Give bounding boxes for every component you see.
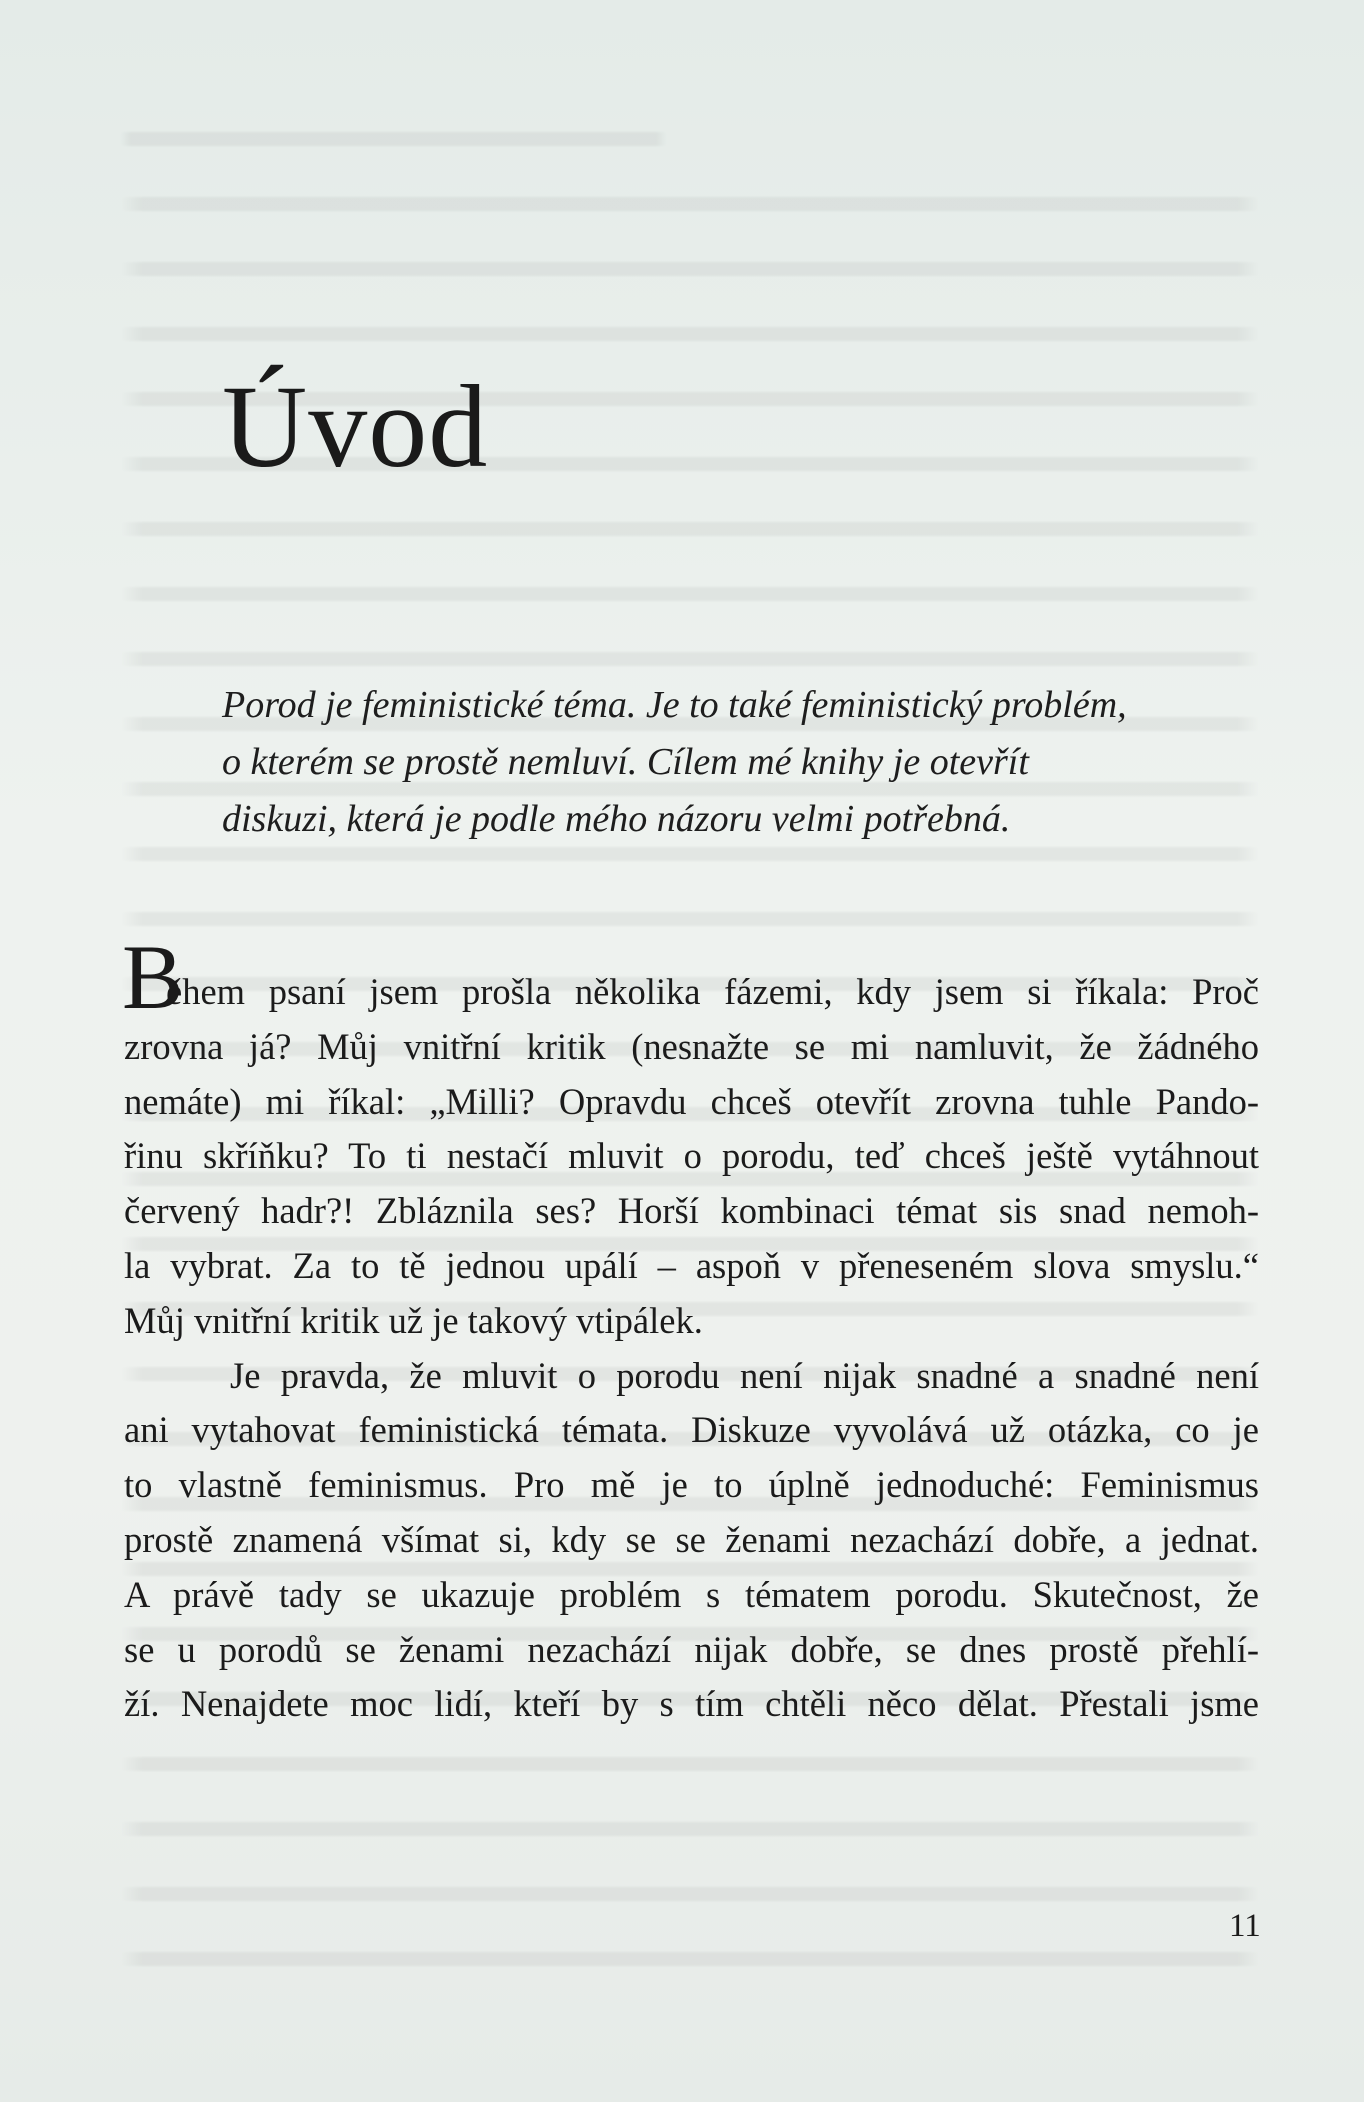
text-line: nemáte) mi říkal: „Milli? Opravdu chceš otevřít zrovna tuhle Pando- bbox=[124, 1080, 1259, 1122]
epigraph-line: o kterém se prostě nemluví. Cílem mé knihy je otevřít bbox=[222, 741, 1029, 783]
text-line bbox=[122, 926, 1259, 1028]
text-line: se u porodů se ženami nezachází nijak dobře, se dnes prostě přehlí- bbox=[124, 1628, 1259, 1670]
text-line: to vlastně feminismus. Pro mě je to úplně jednoduché: Feminismus bbox=[124, 1464, 1259, 1506]
text-line: zrovna já? Můj vnitřní kritik (nesnažte se mi namluvit, že žádného bbox=[124, 1025, 1259, 1067]
text-line: la vybrat. Za to tě jednou upálí – aspoň v přeneseném slova smyslu.“ bbox=[124, 1244, 1259, 1286]
text-line: červený hadr?! Zbláznila ses? Horší kombinaci témat sis snad nemoh- bbox=[124, 1190, 1259, 1232]
paragraph bbox=[122, 926, 1259, 1349]
paragraph bbox=[124, 1349, 1259, 1733]
text-line: ani vytahovat feministická témata. Diskuze vyvolává už otázka, co je bbox=[124, 1409, 1259, 1451]
text-line: řinu skříňku? To ti nestačí mluvit o porodu, teď chceš ještě vytáhnout bbox=[124, 1135, 1259, 1177]
chapter-title: Úvod bbox=[222, 361, 489, 492]
epigraph-line: diskuzi, která je podle mého názoru velmi potřebná. bbox=[222, 798, 1011, 840]
epigraph-line: Porod je feministické téma. Je to také feministický problém, bbox=[222, 684, 1127, 726]
page-number: 11 bbox=[1229, 1908, 1261, 1944]
body-text bbox=[122, 926, 1259, 1732]
text-line: ží. Nenajdete moc lidí, kteří by s tím chtěli něco dělat. Přestali jsme bbox=[124, 1683, 1259, 1725]
text-line: Můj vnitřní kritik už je takový vtipálek. bbox=[124, 1299, 703, 1341]
text-line: prostě znamená všímat si, kdy se se ženami nezachází dobře, a jednat. bbox=[124, 1518, 1259, 1560]
text-line: A právě tady se ukazuje problém s tématem porodu. Skutečnost, že bbox=[124, 1573, 1259, 1615]
drop-cap: B bbox=[122, 926, 184, 1028]
epigraph bbox=[222, 677, 1272, 848]
text-line: Je pravda, že mluvit o porodu není nijak snadné a snadné není bbox=[230, 1354, 1259, 1396]
text-line-content: ěhem psaní jsem prošla několika fázemi, kdy jsem si říkala: Proč bbox=[166, 971, 1259, 1012]
